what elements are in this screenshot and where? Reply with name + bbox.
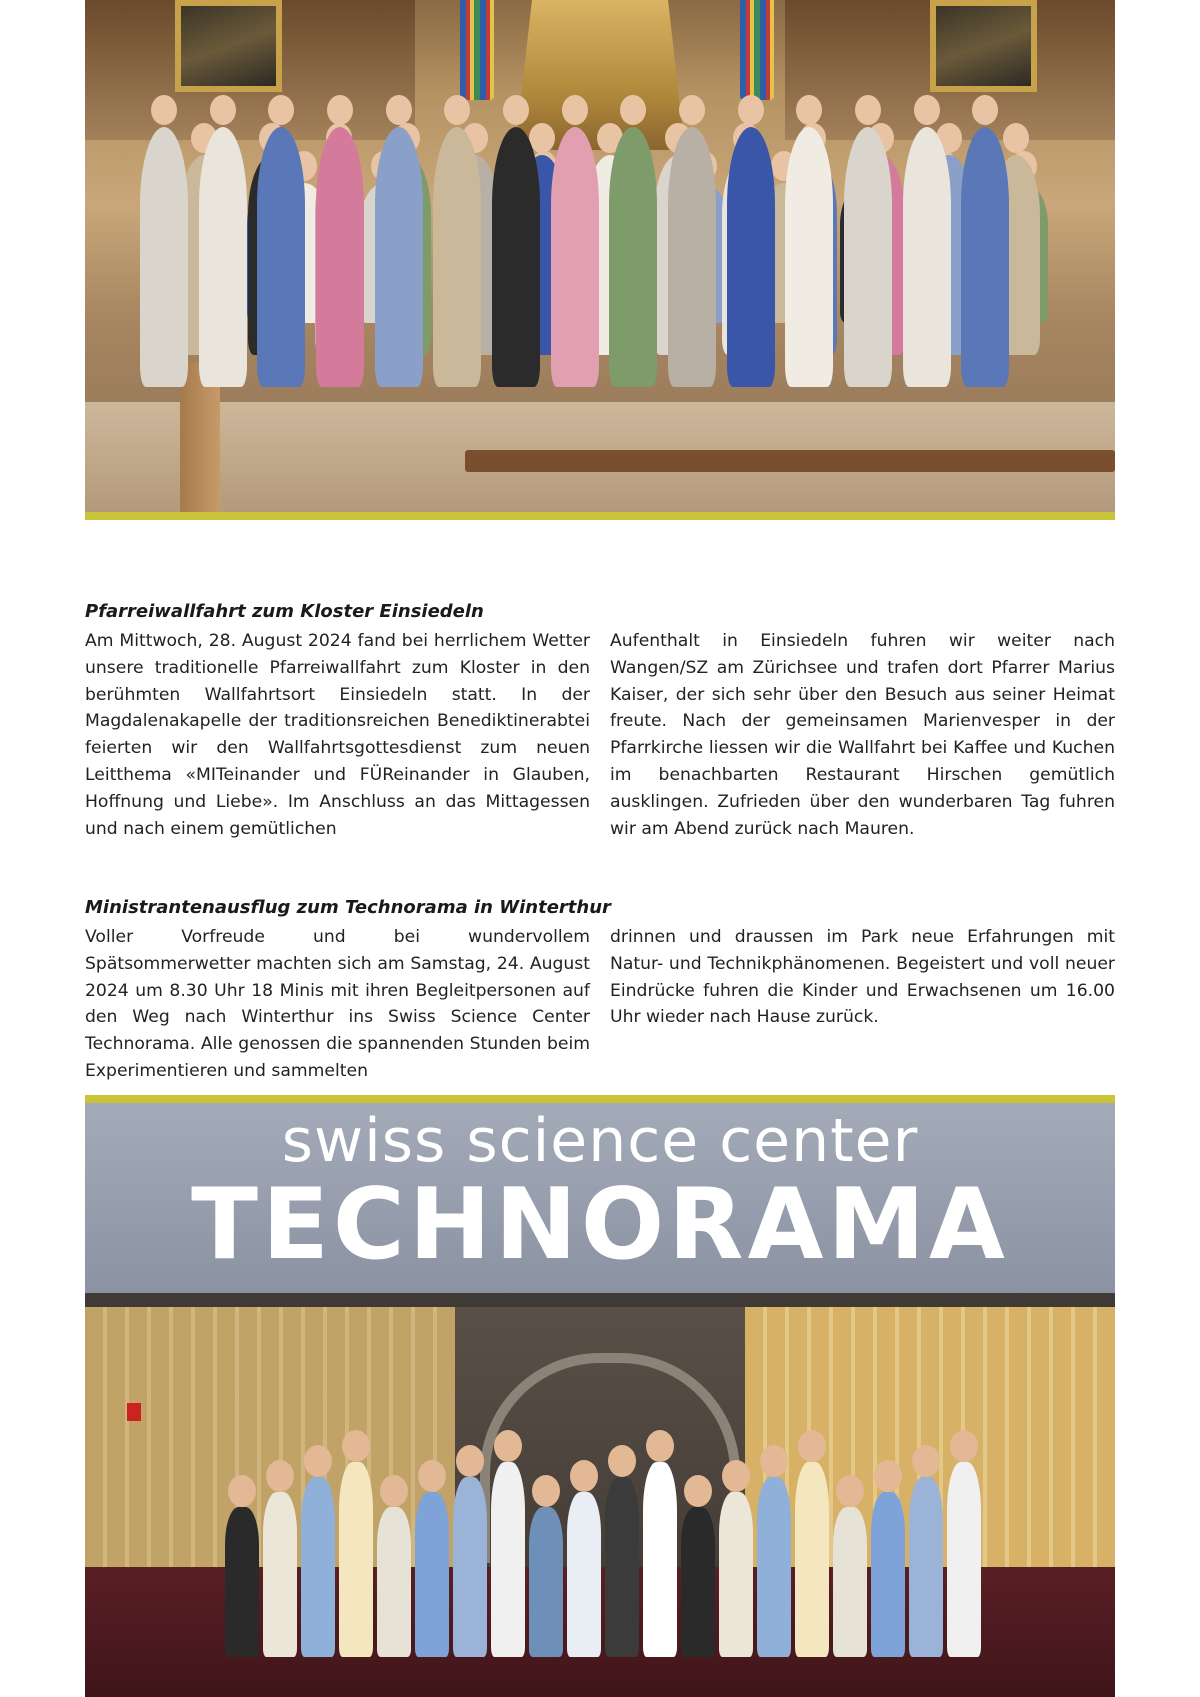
pilgrim-group (120, 95, 1070, 455)
child-head (722, 1460, 750, 1492)
person-head (1003, 123, 1029, 153)
child (909, 1477, 943, 1657)
article-column-left: Am Mittwoch, 28. August 2024 fand bei herrlichem Wetter unsere traditionelle Pfarreiwallfahrt zum Kloster in den berühmten Wallfahrtsort Einsiedeln statt. In der Magdalenakapelle der traditionsreichen Benediktinerabtei feierten wir den Wallfahrtsgottesdienst zum neuen Leitthema «MITeinander und FÜReinander in Glauben, Hoffnung und Liebe». Im Anschluss an das Mittagessen und nach einem gemütlichen (85, 631, 590, 839)
child (301, 1477, 335, 1657)
person-head (503, 95, 529, 125)
article-pilgrimage (85, 600, 1115, 842)
person (199, 127, 247, 387)
person-head (327, 95, 353, 125)
person (433, 127, 481, 387)
person-head (210, 95, 236, 125)
entrance-overhang (85, 1293, 1115, 1307)
article-column-right: drinnen und draussen im Park neue Erfahrungen mit Natur- und Technikphänomenen. Begeistert und voll neuer Eindrücke fuhren die Kinder und Erwachsenen um 16.00 Uhr wieder nach Hause zurück. (610, 927, 1115, 1028)
child-head (608, 1445, 636, 1477)
person-head (620, 95, 646, 125)
article-altar-servers-trip (85, 896, 1115, 1085)
child (757, 1477, 791, 1657)
child (605, 1477, 639, 1657)
child (795, 1462, 829, 1657)
person (492, 127, 540, 387)
person-head (444, 95, 470, 125)
child (681, 1507, 715, 1657)
person (609, 127, 657, 387)
child (415, 1492, 449, 1657)
person (727, 127, 775, 387)
child-head (684, 1475, 712, 1507)
child-head (646, 1430, 674, 1462)
child (225, 1507, 259, 1657)
person-head (679, 95, 705, 125)
child-head (418, 1460, 446, 1492)
person-head (529, 123, 555, 153)
article-title: Ministrantenausflug zum Technorama in Winterthur (85, 897, 611, 918)
person (316, 127, 364, 387)
person (961, 127, 1009, 387)
person-head (738, 95, 764, 125)
child (719, 1492, 753, 1657)
child (947, 1462, 981, 1657)
child (567, 1492, 601, 1657)
stained-glass-window (460, 0, 494, 100)
child (263, 1492, 297, 1657)
person (903, 127, 951, 387)
person-head (796, 95, 822, 125)
altar-painting-left (175, 0, 282, 92)
child (339, 1462, 373, 1657)
sign-line-2: TECHNORAMA (191, 1168, 1009, 1282)
article-title: Pfarreiwallfahrt zum Kloster Einsiedeln (85, 601, 484, 622)
church-group-photo (85, 0, 1115, 512)
child-head (874, 1460, 902, 1492)
child-head (570, 1460, 598, 1492)
child-head (912, 1445, 940, 1477)
child (453, 1477, 487, 1657)
child-head (836, 1475, 864, 1507)
person (551, 127, 599, 387)
person-head (151, 95, 177, 125)
person-head (972, 95, 998, 125)
child-head (342, 1430, 370, 1462)
person-head (855, 95, 881, 125)
stained-glass-window (740, 0, 774, 100)
child-head (532, 1475, 560, 1507)
sign-line-1: swiss science center (281, 1106, 919, 1176)
person (140, 127, 188, 387)
accent-bar (85, 1095, 1115, 1103)
article-column-left: Voller Vorfreude und bei wundervollem Spätsommerwetter machten sich am Samstag, 24. August 2024 um 8.30 Uhr 18 Minis mit ihren Begleitpersonen auf den Weg nach Winterthur ins Swiss Science Center Technorama. Alle genossen die spannenden Stunden beim Experimentieren und sammelten (85, 927, 590, 1081)
child-head (760, 1445, 788, 1477)
person (844, 127, 892, 387)
child (833, 1507, 867, 1657)
child-head (304, 1445, 332, 1477)
person-head (914, 95, 940, 125)
child-head (380, 1475, 408, 1507)
person-head (268, 95, 294, 125)
altar-painting-right (930, 0, 1037, 92)
person-head (386, 95, 412, 125)
person (257, 127, 305, 387)
fire-alarm (127, 1403, 141, 1421)
technorama-group-photo (85, 1103, 1115, 1697)
child-head (494, 1430, 522, 1462)
child-head (798, 1430, 826, 1462)
child-head (456, 1445, 484, 1477)
article-column-right: Aufenthalt in Einsiedeln fuhren wir weiter nach Wangen/SZ am Zürichsee und trafen dort Pfarrer Marius Kaiser, der sich sehr über den Besuch aus seiner Heimat freute. Nach der gemeinsamen Marienvesper in der Pfarrkirche liessen wir die Wallfahrt bei Kaffee und Kuchen im benachbarten Restaurant Hirschen gemütlich ausklingen. Zufrieden über den wunderbaren Tag fuhren wir am Abend zurück nach Mauren. (610, 631, 1115, 839)
child-head (266, 1460, 294, 1492)
child-head (228, 1475, 256, 1507)
child-head (950, 1430, 978, 1462)
child (529, 1507, 563, 1657)
accent-bar (85, 512, 1115, 520)
child (377, 1507, 411, 1657)
person-head (562, 95, 588, 125)
child (491, 1462, 525, 1657)
person (785, 127, 833, 387)
child (643, 1462, 677, 1657)
child (871, 1492, 905, 1657)
communion-rail (465, 450, 1115, 472)
technorama-sign (85, 1103, 1115, 1293)
person (375, 127, 423, 387)
person (668, 127, 716, 387)
